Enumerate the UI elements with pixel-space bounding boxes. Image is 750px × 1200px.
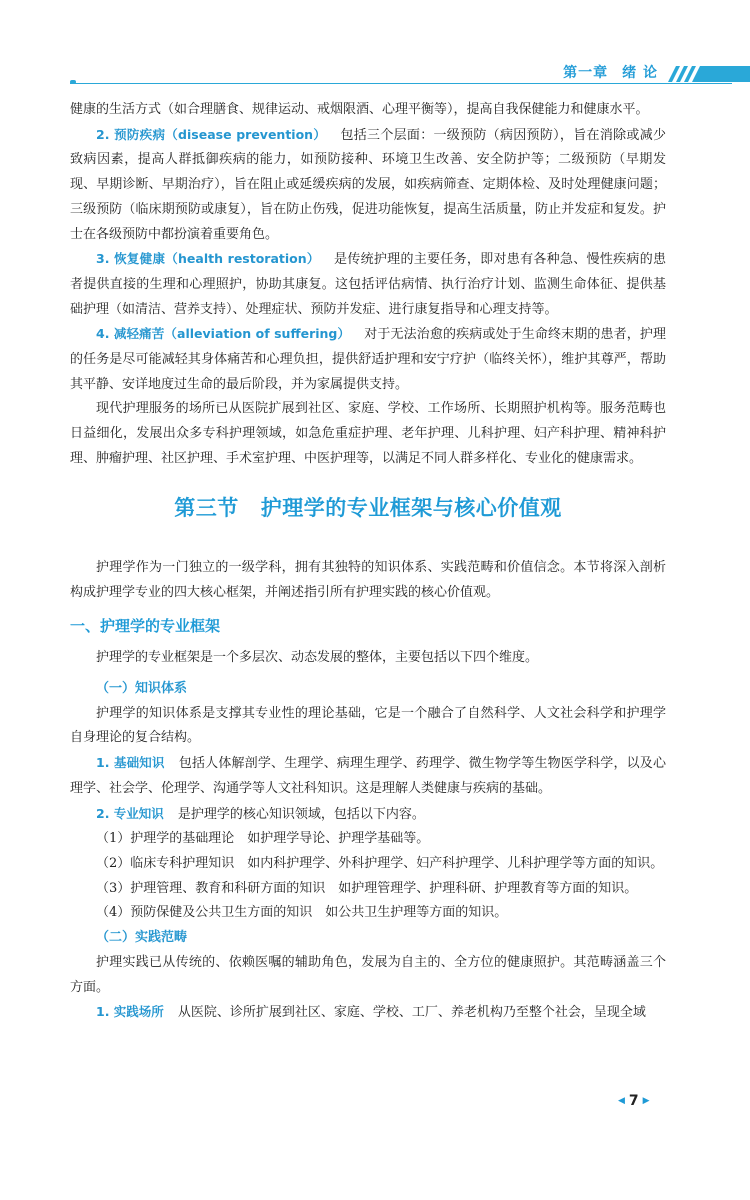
section-title	[70, 496, 666, 521]
section-name: 护理学的专业框架与核心价值观	[260, 495, 562, 520]
paragraph-practice: 护理实践已从传统的、依赖医嘱的辅助角色，发展为自主的、全方位的健康照护。其范畴涵盖三个方面。	[70, 954, 666, 995]
item-label: 1. 基础知识	[96, 755, 165, 771]
item-text: 包括人体解剖学、生理学、病理生理学、药理学、微生物学等生物医学科学，以及心理学、社会学、伦理学、沟通学等人文社科知识。这是理解人类健康与疾病的基础。	[70, 756, 666, 796]
paragraph-knowledge: 护理学的知识体系是支撑其专业性的理论基础，它是一个融合了自然科学、人文社会科学和护理学自身理论的复合结构。	[70, 705, 666, 746]
item-text: 是传统护理的主要任务，即对患有各种急、慢性疾病的患者提供直接的生理和心理照护，协助其康复。这包括评估病情、执行治疗计划、监测生命体征、提供基础护理（如清洁、营养支持）、处理症状、预防并发症、进行康复指导和心理支持等。	[70, 252, 666, 317]
item-disease-prevention	[70, 123, 666, 248]
item-text: 从医院、诊所扩展到社区、家庭、学校、工厂、养老机构乃至整个社会，呈现全域	[177, 1005, 646, 1021]
item-health-restoration	[70, 247, 666, 322]
item-label: 3. 恢复健康（health restoration）	[96, 251, 320, 267]
heading-knowledge-system: （一）知识体系	[96, 681, 188, 697]
chapter-title: 绪 论	[622, 65, 658, 81]
item-label: 1. 实践场所	[96, 1004, 164, 1020]
heading-practice-scope: （二）实践范畴	[96, 930, 188, 946]
item-text: 包括三个层面：一级预防（病因预防），旨在消除或减少致病因素，提高人群抵御疾病的能力，如预防接种、环境卫生改善、安全防护等；二级预防（早期发现、早期诊断、早期治疗），旨在阻止或延缓疾病的发展，如疾病筛查、定期体检、及时处理健康问题；三级预防（临床期预防或康复），旨在防止伤残，促进功能恢复，提高生活质量，防止并发症和复发。护士在各级预防中都扮演着重要角色。	[70, 127, 666, 242]
subitem-prevention-public-health: （4）预防保健及公共卫生方面的知识 如公共卫生护理等方面的知识。	[96, 905, 508, 921]
page-number: ◀ 7 ▶	[618, 1093, 650, 1109]
item-text: 是护理学的核心知识领域，包括以下内容。	[177, 806, 425, 822]
subitem-management-education-research: （3）护理管理、教育和科研方面的知识 如护理管理学、护理科研、护理教育等方面的知识。	[96, 880, 638, 896]
item-professional-knowledge	[70, 802, 666, 828]
arrow-left-icon: ◀	[618, 1096, 625, 1106]
item-practice-settings	[70, 1000, 666, 1026]
arrow-right-icon: ▶	[642, 1096, 650, 1106]
subitem-basic-theory: （1）护理学的基础理论 如护理学导论、护理学基础等。	[96, 831, 430, 847]
header-stripes-decoration	[662, 66, 750, 82]
item-label: 4. 减轻痛苦（alleviation of suffering）	[96, 326, 351, 342]
item-alleviation-of-suffering	[70, 322, 666, 397]
paragraph-healthy-lifestyle: 健康的生活方式（如合理膳食、规律运动、戒烟限酒、心理平衡等），提高自我保健能力和健康水平。	[70, 102, 649, 117]
item-label: 2. 专业知识	[96, 805, 164, 821]
header-rule	[70, 83, 732, 84]
heading-professional-framework: 一、护理学的专业框架	[70, 616, 221, 635]
subitem-clinical-specialty: （2）临床专科护理知识 如内科护理学、外科护理学、妇产科护理学、儿科护理学等方面的知识。	[96, 855, 664, 871]
page-body	[70, 98, 666, 1026]
item-label: 2. 预防疾病（disease prevention）	[96, 126, 327, 142]
item-basic-knowledge	[70, 751, 666, 801]
chapter-number: 第一章	[563, 65, 609, 81]
running-header	[0, 0, 750, 90]
item-text: 对于无法治愈的疾病或处于生命终末期的患者，护理的任务是尽可能减轻其身体痛苦和心理负担，提供舒适护理和安宁疗护（临终关怀），维护其尊严，帮助其平静、安详地度过生命的最后阶段，并为家属提供支持。	[70, 327, 666, 392]
paragraph-framework: 护理学的专业框架是一个多层次、动态发展的整体，主要包括以下四个维度。	[96, 650, 539, 666]
paragraph-modern-nursing: 现代护理服务的场所已从医院扩展到社区、家庭、学校、工作场所、长期照护机构等。服务范畴也日益细化，发展出众多专科护理领域，如急危重症护理、老年护理、儿科护理、妇产科护理、精神科护理、肿瘤护理、社区护理、手术室护理、中医护理等，以满足不同人群多样化、专业化的健康需求。	[70, 401, 666, 466]
paragraph-section-intro: 护理学作为一门独立的一级学科，拥有其独特的知识体系、实践范畴和价值信念。本节将深入剖析构成护理学专业的四大核心框架，并阐述指引所有护理实践的核心价值观。	[70, 560, 666, 600]
chapter-heading	[563, 62, 658, 82]
section-number: 第三节	[174, 495, 239, 520]
